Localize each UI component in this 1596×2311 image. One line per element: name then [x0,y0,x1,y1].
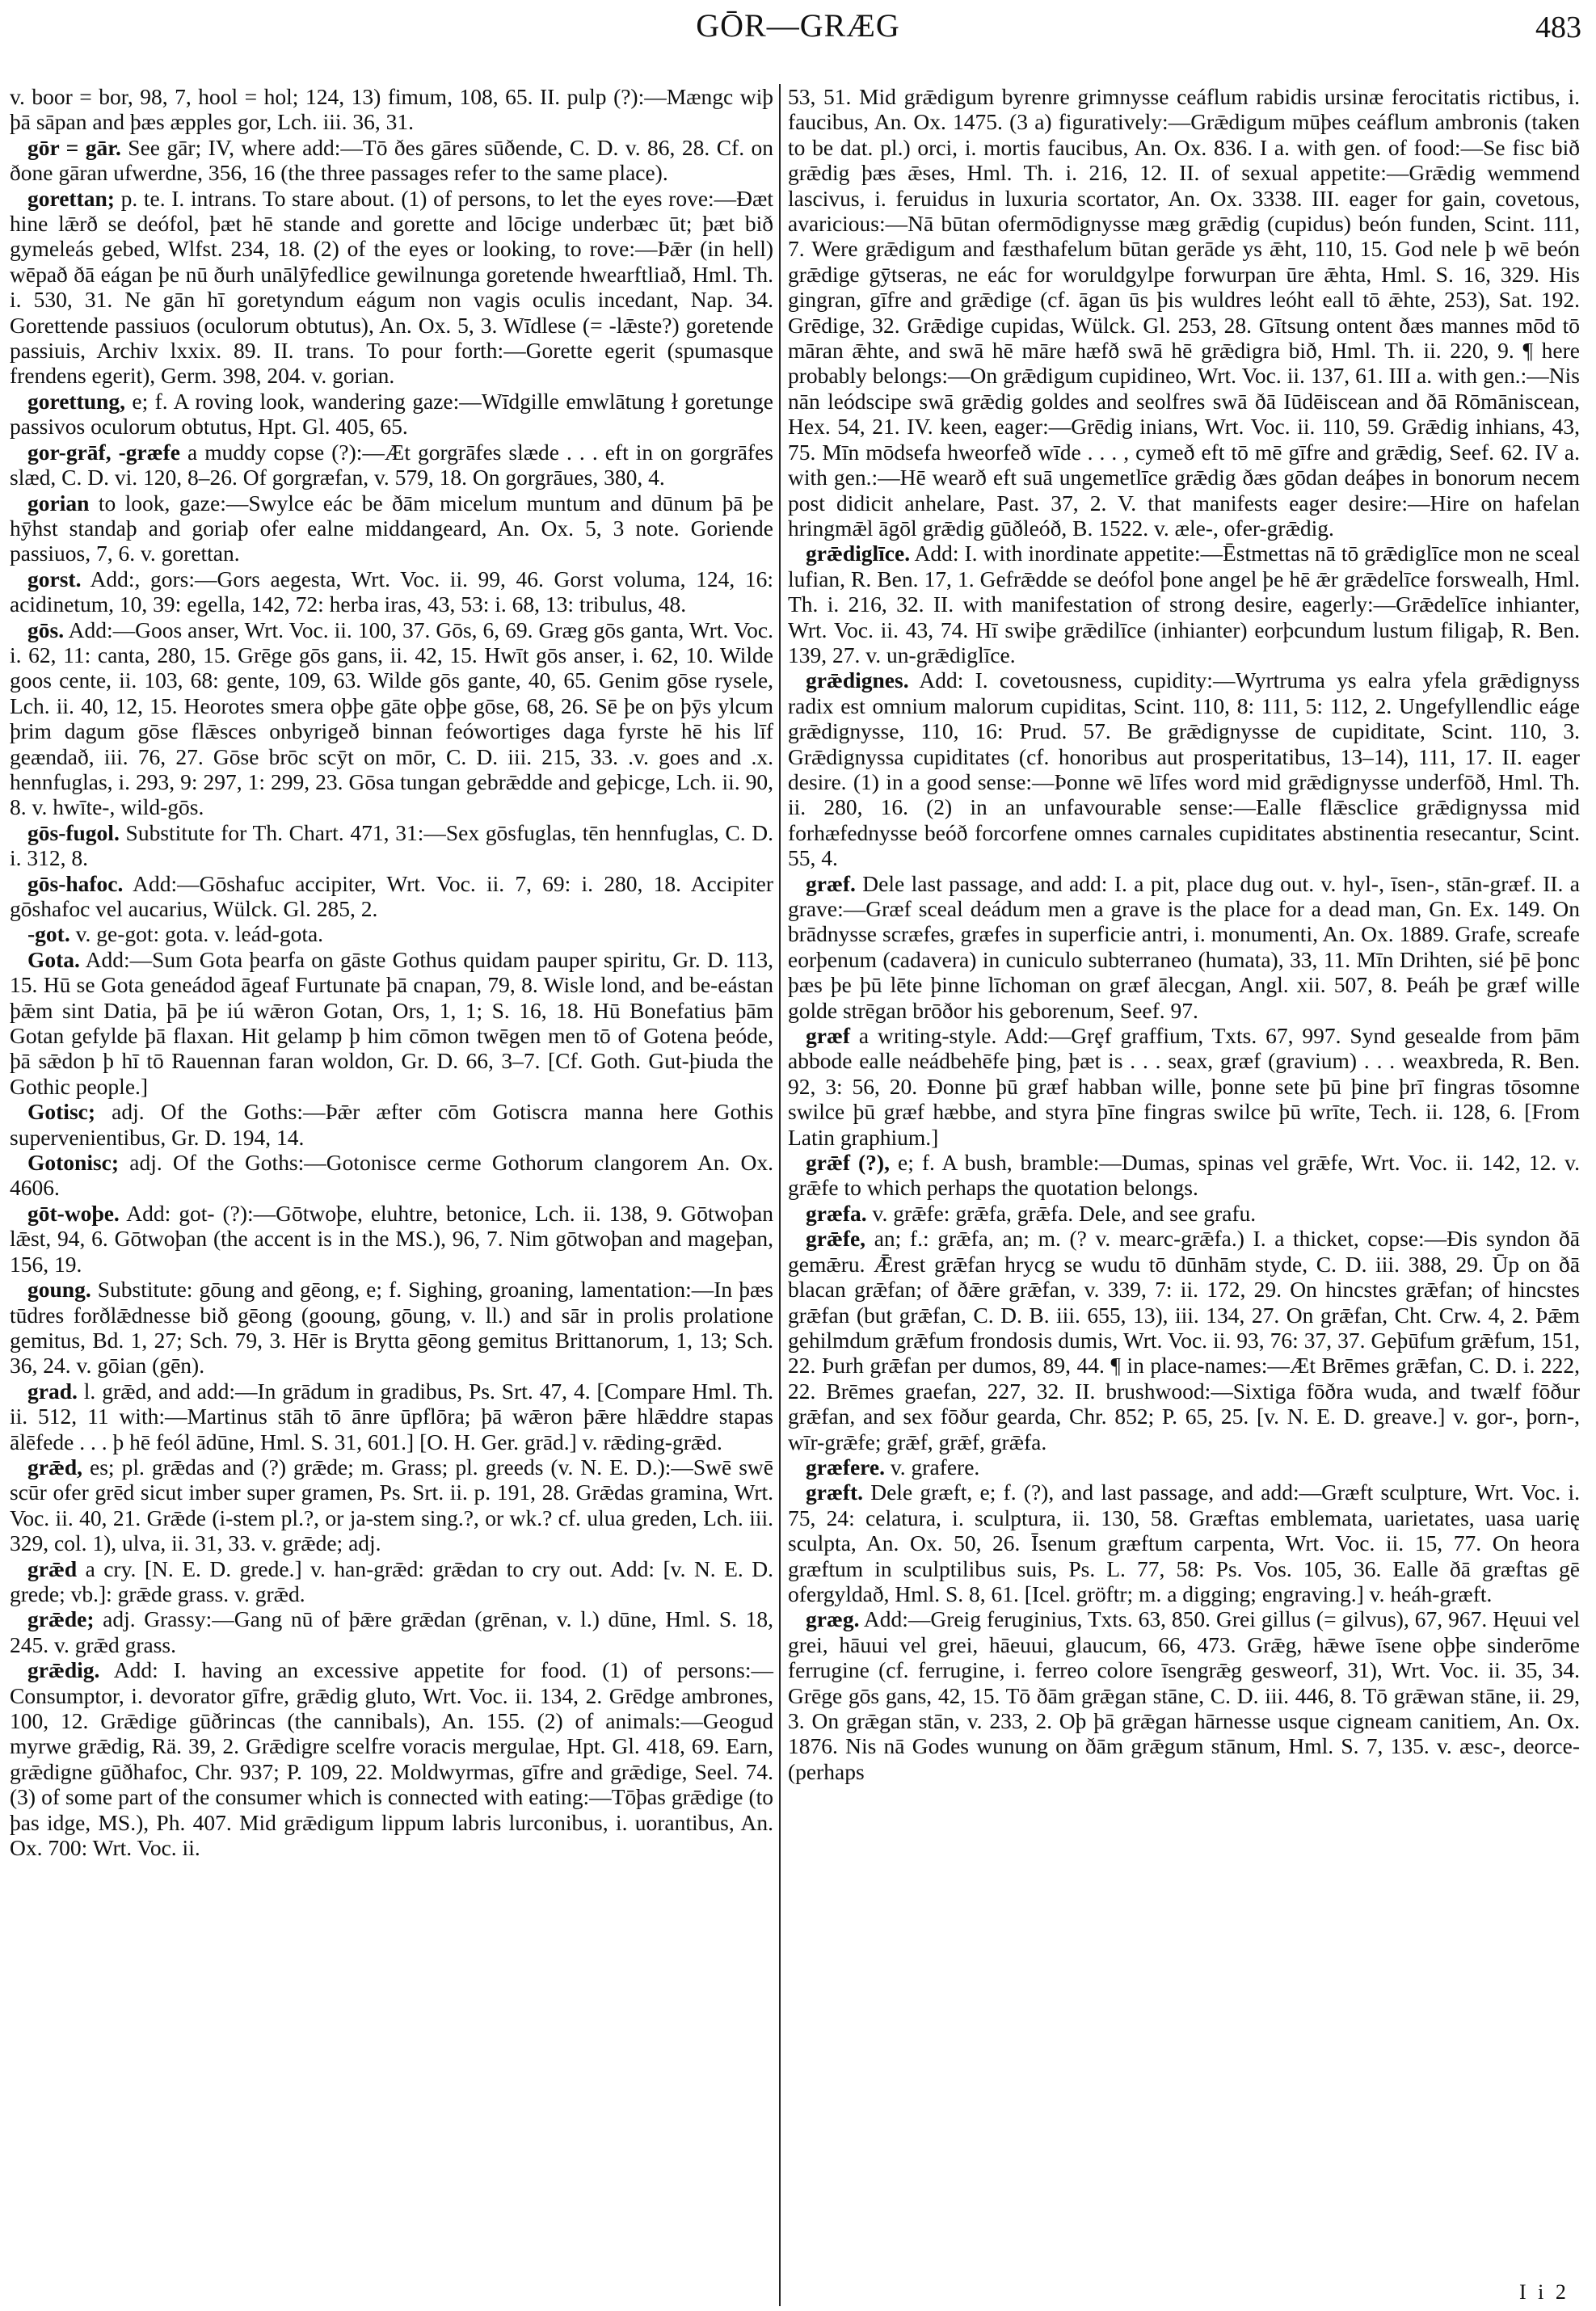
entry-headword: grǣd, [27,1454,82,1480]
entry-headword: gōs-hafoc. [27,870,124,896]
entry-body: Substitute for Th. Chart. 471, 31:—Sex gōsfuglas, tēn hennfuglas, C. D. i. 312, 8. [10,819,774,871]
entry-body: adj. Of the Goths:—Þǣr æfter cōm Gotiscra manna here Gothis supervenientibus, Gr. D. 194, 14. [10,1099,774,1150]
entry-body: Add: I. with inordinate appetite:—Ēstmettas nā tō grǣdiglīce mon ne sceal lufian, R. Ben. 17, 1. Gefrǣdde se deófol þone angel þe hē ǣr grǣdelīce forswealh, Hml. Th. i. 216, 32. II. with manifestation of strong desire, eagerly:—Grǣdelīce inhianter, Wrt. Voc. ii. 43, 74. Hī swiþe grǣdilīce (inhianter) eorþcundum lustum filigaþ, R. Ben. 139, 27. v. un-grǣdiglīce. [788,541,1580,667]
page-title: GŌR—GRÆG [696,7,900,44]
entry-headword: græfa. [806,1200,867,1226]
dictionary-entry [10,84,773,135]
dictionary-entry [788,1150,1580,1201]
entry-headword: grǣdiglīce. [806,541,911,566]
dictionary-entry [788,1023,1580,1150]
entry-body: Add: got- (?):—Gōtwoþe, eluhtre, betonice, Lch. ii. 138, 9. Gōtwoþan lǣst, 94, 6. Gōtwoþan (the accent is in the MS.), 96, 7. Nim gōtwoþan and mageþan, 156, 19. [10,1200,773,1277]
dictionary-entry [10,1150,773,1201]
dictionary-entry [10,617,773,820]
dictionary-entry [788,1606,1580,1784]
dictionary-entry [788,84,1580,541]
dictionary-entry [10,1454,773,1556]
entry-headword: gōs. [27,617,65,642]
entry-headword: gōs-fugol. [27,819,120,845]
entry-headword: græft. [806,1480,864,1505]
dictionary-entry [10,566,773,617]
entry-headword: Gota. [27,946,80,972]
entry-body: e; f. A roving look, wandering gaze:—Wīdgille emwlātung ł goretunge passivos oculorum obtutus, Hpt. Gl. 405, 65. [10,388,773,440]
dictionary-entry [788,1226,1580,1454]
entry-body: v. boor = bor, 98, 7, hool = hol; 124, 13) fimum, 108, 65. II. pulp (?):—Mængc wiþ þā sāpan and þæs æpples gor, Lch. iii. 36, 31. [10,84,773,135]
entry-body: a muddy copse (?):—Æt gorgrāfes slæde . . . eft in on gorgrāfes slæd, C. D. vi. 120, 8–26. Of gorgræfan, v. 579, 18. On gorgrāues, 380, 4. [10,439,773,490]
dictionary-entry [10,1556,773,1607]
entry-headword: -got. [27,921,70,947]
dictionary-entry [10,1099,773,1150]
column-divider [779,84,781,2306]
dictionary-entry [788,1201,1580,1226]
entry-body: p. te. I. intrans. To stare about. (1) of persons, to let the eyes rove:—Ðæt hine lǣrð se deófol, þæt hē stande and gorette and lōcige underbæc ūt; þæt bið gymeleás gebed, Wlfst. 234, 18. (2) of the eyes or looking, to rove:—Þǣr (in hell) wēpað ðā eágan þe nū ðurh unālȳfedlice gewilnunga goretende hwearftliað, Hml. Th. i. 530, 31. Ne gān hī goretyndum eágum non vagis oculis incedant, Nap. 34. Gorettende passiuos (oculorum obtutus), An. Ox. 5, 3. Wīdlese (= -lǣste?) goretende passiuis, Archiv lxxix. 89. II. trans. To pour forth:—Gorette egerit (spumasque frendens egerit), Germ. 398, 204. v. gorian. [10,185,774,389]
entry-headword: gorst. [27,566,82,591]
dictionary-entry [10,1606,773,1657]
left-column [10,84,773,1860]
entry-body: Add:—Gōshafuc accipiter, Wrt. Voc. ii. 7, 69: i. 280, 18. Accipiter gōshafoc vel aucarius, Wülck. Gl. 285, 2. [10,870,773,921]
entry-body: adj. Grassy:—Gang nū of þǣre grǣdan (grēnan, v. l.) dūne, Hml. S. 18, 245. v. grǣd grass. [10,1606,773,1657]
dictionary-entry [788,871,1580,1023]
entry-headword: gorettan; [27,185,115,211]
running-head [0,6,1596,55]
dictionary-entry [788,667,1580,870]
entry-body: See gār; IV, where add:—Tō ðes gāres sūðende, C. D. v. 86, 28. Cf. on ðone gāran ufwerdne, 356, 16 (the three passages refer to the same place). [10,134,774,186]
entry-headword: gorian [27,490,90,516]
dictionary-entry [10,389,773,440]
dictionary-entry [788,541,1580,667]
entry-body: v. grǣfe: grǣfa, grǣfa. Dele, and see grafu. [872,1200,1257,1226]
entry-body: Add:, gors:—Gors aegesta, Wrt. Voc. ii. 99, 46. Gorst voluma, 124, 16: acidinetum, 10, 39: egella, 142, 72: herba iras, 43, 53: i. 68, 13: tribulus, 48. [10,566,773,617]
dictionary-entry [788,1480,1580,1606]
entry-body: l. grǣd, and add:—In grādum in gradibus, Ps. Srt. 47, 4. [Compare Hml. Th. ii. 512, 11 with:—Martinus stāh tō ānre ūpflōra; þā wǣron þǣre hlǣddre stapas ālēfede . . . þ hē feól ādūne, Hml. S. 31, 601.] [O. H. Ger. grād.] v. rǣding-grǣd. [10,1378,773,1454]
entry-body: v. ge-got: gota. v. leád-gota. [75,921,324,947]
entry-headword: grǣde; [27,1606,95,1632]
dictionary-entry [10,440,773,490]
entry-headword: grǣf (?), [806,1150,890,1176]
entry-body: Add:—Greig feruginius, Txts. 63, 850. Grei gillus (= gilvus), 67, 967. Hęuui vel grei, hāuui vel grei, hāeuui, glaucum, 66, 473. Grǣg, hǣwe īsene oþþe sinderōme ferrugine (cf. ferrugine, i. ferreo colore īsengrǣg gesweorf, 31), Wrt. Voc. ii. 35, 34. Grēge gōs gans, 42, 15. Tō ðām grǣgan stāne, C. D. iii. 446, 8. Tō grǣwan stāne, ii. 29, 3. On grǣgan stān, v. 233, 2. Oþ þā grǣgan hārnesse usque cigneam canitiem, An. Ox. 1876. Nis nā Godes wunung on ðām grǣgum stānum, Hml. S. 7, 135. v. æsc-, deorce- (perhaps [788,1606,1580,1784]
dictionary-entry [788,1454,1580,1480]
entry-headword: Gotonisc; [27,1150,120,1176]
entry-headword: gorettung, [27,388,125,414]
entry-body: Substitute: gōung and gēong, e; f. Sighing, groaning, lamentation:—In þæs tūdres forðlǣdnesse bið gēong (gooung, gōung, v. ll.) and sār in prolis prolatione gemitus, Bd. 1, 27; Sch. 79, 3. Hēr is Brytta gēong gemitus Brittanorum, 1, 13; Sch. 36, 24. v. gōian (gēn). [10,1277,773,1379]
entry-headword: gōr = gār. [27,134,121,160]
entry-headword: grǣfe, [806,1226,866,1252]
entry-body: adj. Of the Goths:—Gotonisce cerme Gothorum clangorem An. Ox. 4606. [10,1150,774,1201]
signature-mark: I i 2 [1519,2280,1569,2304]
dictionary-entry [10,820,773,871]
entry-headword: græfere. [806,1454,885,1480]
entry-headword: grad. [27,1378,78,1404]
entry-body: 53, 51. Mid grǣdigum byrenre grimnysse ceáflum rabidis ursinæ ferocitatis rictibus, i. faucibus, An. Ox. 1475. (3 a) figuratively:—Grǣdigum mūþes ceáflum ambronis (taken to be dat. pl.) orci, i. mortis faucibus, An. Ox. 836. I a. with gen. of food:—Se fisc bið grǣdig þæs ǣses, Hml. Th. i. 216, 12. II. of sexual appetite:—Grǣdig wemmend lascivus, i. feruidus in luxuria scortator, An. Ox. 3338. III. eager for gain, covetous, avaricious:—Nā būtan ofermōdignysse mæg grǣdig (cupidus) beón funden, Scint. 111, 7. Were grǣdigum and fæsthafelum būtan gerāde ys ǣht, 110, 15. God nele þ wē beón grǣdige gȳtseras, ne eác for woruldgylpe forwurpan ūre ǣhta, Hml. S. 16, 329. His gingran, gīfre and grǣdige (cf. āgan ūs þis wuldres leóht eall tō ǣhte, 253), Sat. 192. Grēdige, 32. Grǣdige cupidas, Wülck. Gl. 253, 28. Gītsung ontent ðæs mannes mōd tō māran ǣhte, and swā hē māre hæfð swā hē grǣdigra bið, Hml. Th. ii. 220, 9. ¶ here probably belongs:—On grǣdigum cupidineo, Wrt. Voc. ii. 137, 61. III a. with gen.:—Nis nān leódscipe swā grǣdig goldes and seolfres swā ðā Iūdēiscean and ðā Rōmāniscean, Hex. 54, 21. IV. keen, eager:—Grēdig inians, Wrt. Voc. ii. 110, 59. Grǣdig inhians, 43, 75. Mīn mōdsefa hweorfeð wīde . . . , cymeð eft tō mē gīfre and grǣdig, Seef. 62. IV a. with gen.:—Hē wearð eft suā ungemetlīce grǣdig ðæs gōdan deáþes in bonorum necem post didicit anhelare, Past. 37, 2. V. that manifests eager desire:—Hire on hafelan hringmǣl āgōl grǣdig gūðleóð, B. 1522. v. æle-, ofer-grǣdig. [788,84,1580,541]
entry-body: es; pl. grǣdas and (?) grǣde; m. Grass; pl. greeds (v. N. E. D.):—Swē swē scūr ofer grēd sicut imber super gramen, Ps. Srt. ii. p. 191, 28. Grǣdas gramina, Wrt. Voc. ii. 40, 21. Grǣde (i-stem pl.?, or ja-stem sing.?, or wk.? cf. ulua greden, Lch. iii. 329, col. 1), ulva, ii. 31, 33. v. grǣde; adj. [10,1454,774,1556]
entry-body: an; f.: grǣfa, an; m. (? v. mearc-grǣfa.) I. a thicket, copse:—Ðis syndon ðā gemǣru. Ǣrest grǣfan hrycg se wudu tō dūnhām styde, C. D. iii. 388, 29. Ūp on ðā blacan grǣfan; of ðǣre grǣfan, v. 339, 7: ii. 172, 29. On hincstes grǣfan; of hincstes grǣfan (but grǣfan, C. D. B. iii. 655, 13), iii. 134, 27. On grǣfan, Cht. Crw. 4, 2. Þǣm gehilmdum grǣfum frondosis dumis, Wrt. Voc. ii. 93, 76: 37, 37. Geþūfum grǣfum, 151, 22. Þurh grǣfan per dumos, 89, 44. ¶ in place-names:—Æt Brēmes grǣfan, C. D. i. 222, 22. Brēmes graefan, 227, 32. II. brushwood:—Sixtiga fōðra wuda, and twælf fōður grǣfan, and sex fōður gearda, Chr. 852; P. 65, 25. [v. N. E. D. greave.] v. gor-, þorn-, wīr-grǣfe; grǣf, grǣf, grǣfa. [788,1226,1581,1454]
entry-headword: græf [806,1023,850,1049]
dictionary-entry [10,947,773,1099]
entry-body: Dele last passage, and add: I. a pit, place dug out. v. hyl-, īsen-, stān-græf. II. a grave:—Græf sceal deádum men a grave is the place for a dead man, Gn. Ex. 149. On brādnysse scræfes, græfes in superficie antri, i. monumenti, An. Ox. 1889. Grafe, screafe eorþenum (cadavera) in cuniculo subterraneo (humata), 33, 11. Mīn Drihten, sié þē þonc þæs þe þū lēte þinne līchoman on græf ālecgan, Angl. xii. 507, 8. Þeáh þe græf wille golde strēgan brōðor his geborenum, Seef. 97. [788,870,1581,1023]
dictionary-entry [10,871,773,922]
entry-headword: grǣd [27,1555,78,1581]
page-number: 483 [1535,11,1581,44]
entry-body: a cry. [N. E. D. grede.] v. han-grǣd: grǣdan to cry out. Add: [v. N. E. D. grede; vb.]: grǣde grass. v. grǣd. [10,1555,773,1606]
entry-body: a writing-style. Add:—Grȩf graffium, Txts. 67, 997. Synd gesealde from þām abbode ealle neádbehēfe þing, þæt is . . . seax, græf (gravium) . . . weaxbreda, R. Ben. 92, 3: 56, 20. Ðonne þū græf habban wille, þonne sete þū þine þrī fingras tōsomne swilce þū græf hæbbe, and styra þīne fingras swilce þū wrīte, Tech. ii. 128, 6. [From Latin graphium.] [788,1023,1581,1150]
dictionary-entry [10,490,773,566]
dictionary-entry [10,921,773,946]
right-column [788,84,1580,1784]
dictionary-entry [10,1657,773,1860]
entry-body: e; f. A bush, bramble:—Dumas, spinas vel grǣfe, Wrt. Voc. ii. 142, 12. v. grǣfe to which perhaps the quotation belongs. [788,1150,1580,1201]
entry-headword: græf. [806,870,856,896]
entry-body: Add: I. covetousness, cupidity:—Wyrtruma ys ealra yfela grǣdignyss radix est omnium malorum cupiditas, Scint. 110, 8: 111, 5: 112, 2. Ungefyllendlic eáge grǣdignysse, 110, 16: Prud. 57. Be grǣdignysse de cupiditate, Scint. 110, 3. Grǣdignyssa cupiditates (cf. honoribus aut prosperitatibus, 13–14), 111, 17. II. eager desire. (1) in a good sense:—Þonne wē līfes word mid grǣdignysse underfōð, Hml. Th. ii. 280, 16. (2) in an unfavourable sense:—Ealle flǣsclice grǣdignyssa mid forhæfednysse beóð forcorfene omnes carnales cupiditates abstinentia resecantur, Scint. 55, 4. [788,667,1580,871]
dictionary-entry [10,135,773,186]
entry-headword: goung. [27,1277,91,1303]
entry-headword: Gotisc; [27,1099,96,1125]
entry-headword: grǣdignes. [806,667,909,693]
entry-headword: gor-grāf, -græfe [27,439,180,465]
entry-headword: græg. [806,1606,860,1632]
entry-body: to look, gaze:—Swylce eác be ðām micelum muntum and dūnum þā þe hȳhst standaþ and goriaþ ofer ealne middangeard, An. Ox. 5, 3 note. Goriende passiuos, 7, 6. v. gorettan. [10,490,773,566]
dictionary-entry [10,1201,773,1277]
entry-headword: gōt-woþe. [27,1200,120,1226]
entry-body: Add:—Goos anser, Wrt. Voc. ii. 100, 37. Gōs, 6, 69. Græg gōs ganta, Wrt. Voc. i. 62, 11: canta, 280, 15. Grēge gōs gans, ii. 42, 15. Hwīt gōs anser, i. 62, 10. Wilde goos cente, ii. 103, 68: gente, 109, 63. Wilde gōs gante, 40, 65. Genim gōse rysele, Lch. ii. 40, 12, 15. Heorotes smera oþþe gāte oþþe gōse, 68, 26. Sē þe on þȳs ylcum þrim dagum gōse flǣsces onbyrigeð binnan feówortiges daga fyrste hē his līf geændað, iii. 76, 27. Gōse brōc scȳt on mōr, C. D. iii. 215, 33. .v. goes and .x. hennfuglas, i. 293, 9: 297, 1: 299, 23. Gōsa tungan gebrǣdde and geþicge, Lch. ii. 90, 8. v. hwīte-, wild-gōs. [10,617,774,820]
dictionary-entry [10,1379,773,1454]
dictionary-entry [10,186,773,389]
entry-body: Add: I. having an excessive appetite for food. (1) of persons:—Consumptor, i. devorator gīfre, grǣdig gluto, Wrt. Voc. ii. 134, 2. Grēdge ambrones, 100, 12. Grǣdige gūðrincas (the cannibals), An. 155. (2) of animals:—Geogud myrwe grǣdig, Rä. 39, 2. Grǣdigre scelfre voracis mergulae, Hpt. Gl. 418, 69. Earn, grǣdigne gūðhafoc, Chr. 937; P. 109, 22. Moldwyrmas, gīfre and grǣdige, Seel. 74. (3) of some part of the consumer which is connected with eating:—Tōþas grǣdige (to þas idge, MS.), Ph. 407. Mid grǣdigum lippum labris lurconibus, i. uorantibus, An. Ox. 700: Wrt. Voc. ii. [10,1657,773,1861]
entry-headword: grǣdig. [27,1657,100,1683]
entry-body: Add:—Sum Gota þearfa on gāste Gothus quidam pauper spiritu, Gr. D. 113, 15. Hū se Gota geneádod āgeaf Furtunate þā cnapan, 79, 8. Wisle lond, and be-eástan þǣm sint Datia, þā þe iú wǣron Gotan, Ors, 1, 1; S. 16, 18. Hū Bonefatius þām Gotan gefylde þā flaxan. Hit gelamp þ him cōmon twēgen men tō of Gotena þeóde, þā sǣdon þ hī tō Rauennan faran woldon, Gr. D. 66, 3–7. [Cf. Goth. Gut-þiuda the Gothic people.] [10,946,773,1099]
entry-body: Dele græft, e; f. (?), and last passage, and add:—Græft sculpture, Wrt. Voc. i. 75, 24: celatura, i. sculptura, ii. 130, 58. Græftas emblemata, uarietates, uasa uarię sculpta, An. Ox. 50, 26. Īsenum græftum carpenta, Wrt. Voc. ii. 15, 77. On heora græftum in sculptilibus suis, Ps. L. 77, 58: Ps. Vos. 105, 36. Ealle ðā græftas gē ofergyldað, Hml. S. 8, 61. [Icel. gröftr; m. a digging; engraving.] v. heáh-græft. [788,1480,1581,1606]
dictionary-entry [10,1277,773,1379]
entry-body: v. grafere. [890,1454,980,1480]
